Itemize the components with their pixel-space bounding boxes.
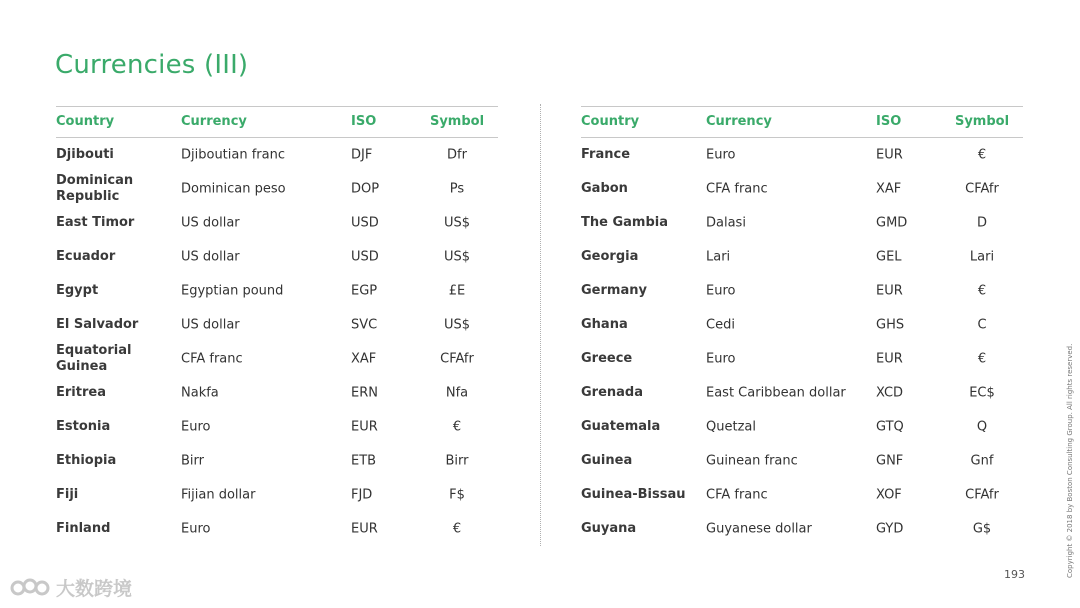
cell-country: Ecuador [56, 249, 116, 264]
table-row [581, 410, 1023, 444]
cell-currency: Birr [181, 453, 204, 469]
table-body [56, 138, 498, 546]
table-row [581, 376, 1023, 410]
cell-country: Guyana [581, 521, 637, 536]
cell-symbol: US$ [443, 215, 471, 231]
table-row [56, 342, 498, 376]
cell-currency: Guyanese dollar [706, 521, 812, 537]
cell-currency: Quetzal [706, 419, 756, 435]
cell-country: El Salvador [56, 317, 139, 332]
table-row [56, 274, 498, 308]
header-iso: ISO [876, 114, 902, 129]
cell-symbol: Birr [445, 453, 469, 469]
table-row [581, 308, 1023, 342]
cell-symbol: CFAfr [440, 351, 474, 367]
table-body [581, 138, 1023, 546]
cell-country: Guatemala [581, 419, 661, 434]
cell-symbol: £E [448, 283, 466, 299]
cell-iso: FJD [351, 487, 373, 503]
table-row [581, 240, 1023, 274]
cell-currency: US dollar [181, 249, 240, 265]
cell-iso: EUR [351, 419, 378, 435]
table-row [56, 206, 498, 240]
cell-iso: EUR [351, 521, 378, 537]
table-row [581, 274, 1023, 308]
table-row [581, 478, 1023, 512]
cell-currency: Euro [706, 147, 736, 163]
cell-country: Gabon [581, 181, 628, 196]
cell-symbol: € [977, 147, 987, 163]
cell-country: Guinea-Bissau [581, 487, 686, 502]
table-row [56, 138, 498, 172]
cell-country: Eritrea [56, 385, 106, 400]
cell-currency: US dollar [181, 215, 240, 231]
table-row [56, 444, 498, 478]
cell-iso: SVC [351, 317, 378, 333]
table-row [581, 444, 1023, 478]
cell-country: Djibouti [56, 147, 114, 162]
cell-symbol: Ps [449, 181, 465, 197]
cell-iso: DJF [351, 147, 373, 163]
table-row [56, 172, 498, 206]
cell-country: Finland [56, 521, 111, 536]
cell-iso: GHS [876, 317, 905, 333]
header-currency: Currency [181, 114, 247, 129]
cell-country: Egypt [56, 283, 99, 298]
cell-currency: Euro [181, 419, 211, 435]
cell-currency: Fijian dollar [181, 487, 256, 503]
cell-currency: Euro [181, 521, 211, 537]
cell-currency: Euro [706, 351, 736, 367]
cell-symbol: US$ [443, 317, 471, 333]
cell-iso: XOF [876, 487, 902, 503]
cell-country: Greece [581, 351, 633, 366]
cell-currency: Euro [706, 283, 736, 299]
cell-iso: GYD [876, 521, 904, 537]
table-header [56, 106, 498, 138]
cell-currency: Dalasi [706, 215, 746, 231]
cell-iso: EUR [876, 147, 903, 163]
cell-symbol: € [977, 283, 987, 299]
cell-currency: East Caribbean dollar [706, 385, 846, 401]
table-row [581, 206, 1023, 240]
cell-currency: Cedi [706, 317, 735, 333]
cell-iso: GEL [876, 249, 902, 265]
cell-country: Germany [581, 283, 647, 298]
cell-symbol: US$ [443, 249, 471, 265]
header-country: Country [581, 114, 640, 129]
cell-symbol: € [452, 521, 462, 537]
cell-symbol: Dfr [447, 147, 467, 163]
page-number: 193 [1004, 568, 1025, 581]
table-row [56, 240, 498, 274]
cell-country: France [581, 147, 631, 162]
watermark-logo-icon [10, 576, 50, 600]
cell-symbol: € [977, 351, 987, 367]
cell-symbol: Lari [969, 249, 995, 265]
cell-symbol: € [452, 419, 462, 435]
cell-symbol: CFAfr [965, 181, 999, 197]
cell-country: The Gambia [581, 215, 668, 230]
header-iso: ISO [351, 114, 377, 129]
cell-currency: Djiboutian franc [181, 147, 285, 163]
cell-currency: CFA franc [706, 181, 768, 197]
cell-country: Georgia [581, 249, 639, 264]
cell-symbol: CFAfr [965, 487, 999, 503]
cell-iso: EUR [876, 283, 903, 299]
cell-country: Ethiopia [56, 453, 117, 468]
column-divider [540, 104, 541, 546]
cell-country: East Timor [56, 215, 135, 230]
watermark-text: 大数跨境 [56, 578, 133, 600]
cell-iso: XAF [351, 351, 377, 367]
cell-country: Fiji [56, 487, 79, 502]
currency-table-right [581, 106, 1023, 546]
table-row [581, 342, 1023, 376]
cell-currency: Lari [706, 249, 731, 265]
cell-iso: ERN [351, 385, 378, 401]
cell-country: Guinea [581, 453, 633, 468]
cell-iso: USD [351, 249, 379, 265]
cell-country: Dominican Republic [56, 173, 134, 204]
header-symbol: Symbol [429, 114, 485, 129]
cell-iso: GMD [876, 215, 908, 231]
cell-iso: EGP [351, 283, 378, 299]
cell-iso: XAF [876, 181, 902, 197]
table-row [56, 410, 498, 444]
table-row [56, 478, 498, 512]
cell-symbol: C [977, 317, 987, 333]
header-symbol: Symbol [954, 114, 1010, 129]
table-row [56, 308, 498, 342]
cell-currency: Guinean franc [706, 453, 798, 469]
cell-currency: CFA franc [181, 351, 243, 367]
cell-symbol: Nfa [445, 385, 469, 401]
cell-iso: EUR [876, 351, 903, 367]
header-country: Country [56, 114, 115, 129]
currency-table-left [56, 106, 498, 546]
cell-currency: CFA franc [706, 487, 768, 503]
cell-iso: DOP [351, 181, 380, 197]
cell-currency: Dominican peso [181, 181, 286, 197]
table-row [581, 138, 1023, 172]
table-header [581, 106, 1023, 138]
table-row [56, 512, 498, 546]
cell-country: Ghana [581, 317, 628, 332]
cell-symbol: Q [976, 419, 988, 435]
copyright-notice: Copyright © 2018 by Boston Consulting Group. All rights reserved. [1066, 343, 1074, 578]
cell-symbol: EC$ [969, 385, 995, 401]
cell-country: Estonia [56, 419, 111, 434]
cell-iso: USD [351, 215, 379, 231]
cell-country: Grenada [581, 385, 644, 400]
cell-iso: GNF [876, 453, 904, 469]
table-row [581, 172, 1023, 206]
header-currency: Currency [706, 114, 772, 129]
cell-iso: GTQ [876, 419, 904, 435]
cell-currency: Egyptian pound [181, 283, 284, 299]
cell-symbol: D [976, 215, 987, 231]
cell-iso: ETB [351, 453, 377, 469]
page-title: Currencies (III) [55, 50, 249, 80]
cell-currency: US dollar [181, 317, 240, 333]
watermark [10, 574, 132, 601]
table-row [56, 376, 498, 410]
cell-currency: Nakfa [181, 385, 219, 401]
cell-iso: XCD [876, 385, 904, 401]
table-row [581, 512, 1023, 546]
cell-symbol: F$ [449, 487, 465, 503]
cell-country: Equatorial Guinea [56, 343, 132, 374]
cell-symbol: G$ [972, 521, 992, 537]
cell-symbol: Gnf [970, 453, 994, 469]
